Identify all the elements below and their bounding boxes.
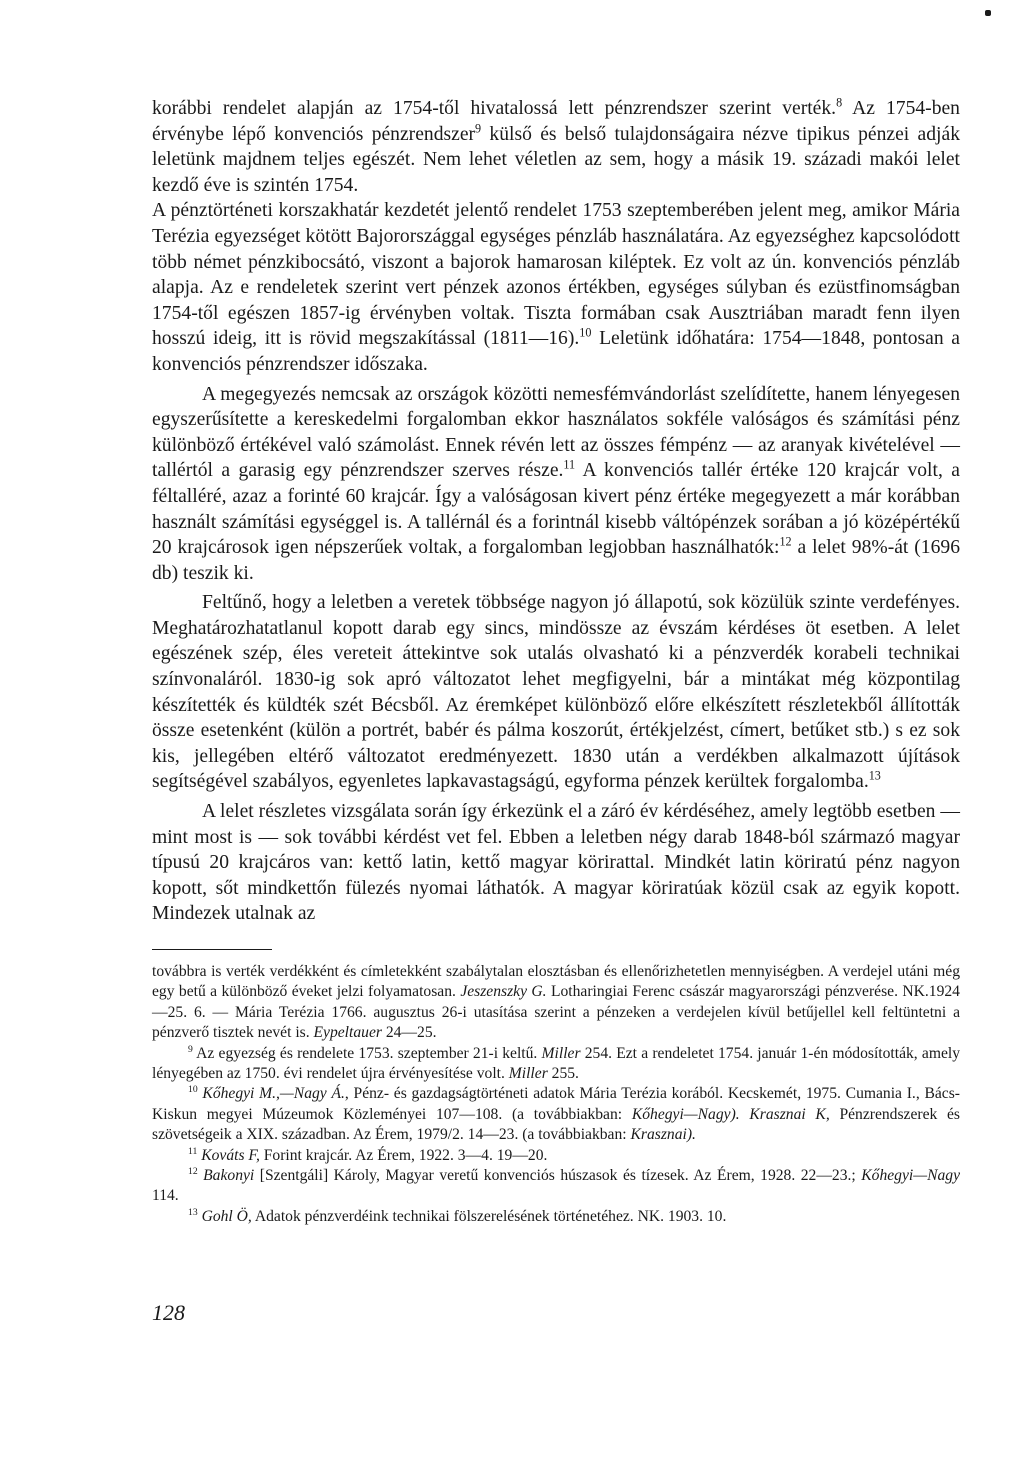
- footnote-ref-11: 11: [563, 457, 576, 472]
- footnote-ref-10: 10: [579, 325, 592, 340]
- footnotes: [152, 962, 960, 1227]
- paragraph-2: A pénztörténeti korszakhatár kezdetét jelentő rendelet 1753 szeptemberében jelent meg, amikor Mária Terézia egyezséget kötött Bajorországgal egységes pénzláb használatára. Az egyezséghez kapcsolódott több német pénzkibocsátó, viszont a bajorok hamarosan kiléptek. Ez volt az ún. konvenciós pénzláb alapja. Az e rendeletek szerint vert pénzek azonos értékben, egységes súlyban és ezüstfinomságban 1754-től egészen 1857-ig érvényben voltak. Tiszta formában csak Ausztriában maradt fenn ilyen hosszú ideig, itt is rövid megszakítással (1811—16).$^{10}$ Leletünk időhatára: 1754—1848, pontosan a konvenciós pénzrendszer időszaka.: [152, 200, 960, 375]
- paragraph-4: Feltűnő, hogy a leletben a veretek többsége nagyon jó állapotú, sok közülük szinte verdefényes. Meghatározhatatlanul kopott darab egy sincs, mindössze az évszám kérdéses öt esetben. A lelet egészének szép, éles vereteit áttekintve sok utalás olvasható ki a pénzverdék korabeli technikai színvonaláról. 1830-ig sok apró változatot lehet megfigyelni, bár a mintákat még központilag készítették és küldték szét Bécsből. Az éremképet különböző előre elkészített részletekből állították össze esetenként (külön a portrét, babér és pálma koszorút, értékjelzést, címert, betűket stb.) s ez sok kis, jellegében eltérő változatot eredményezett. 1830 után a verdékben alkalmazott újítások segítségével szabályos, egyenletes lapkavastagságú, egyforma pénzek kerültek forgalomba.$^{13}$: [152, 592, 960, 793]
- footnote-8-continued: továbbra is verték verdékként és címletekként szabálytalan elosztásban és ellenőrizhetetlen mennyiségben. A verdejel utáni még egy betű a különböző éveket jelzi folyamatosan. Jeszenszky G. Lotharingiai Ferenc császár magyarországi pénzverése. NK.1924—25. 6. — Mária Terézia 1766. augusztus 26-i utasítása szerint a pénzeken a verdejelen kívül betűjellel kell feltüntetni a pénzverő tisztek nevét is. Eypeltauer 24—25.: [152, 963, 960, 1042]
- footnote-ref-12: 12: [779, 534, 792, 549]
- page-content: [152, 96, 960, 1227]
- footnote-divider: [152, 949, 272, 950]
- footnote-13: $^{13}$ Gohl Ö, Adatok pénzverdéink technikai fölszerelésének történetéhez. NK. 1903. 10.: [188, 1206, 727, 1225]
- footnote-10: $^{10}$ Kőhegyi M.,—Nagy Á., Pénz- és gazdagságtörténeti adatok Mária Terézia korából. Kecskemét, 1975. Cumania I., Bács-Kiskun megyei Múzeumok Közleményei 107—108. (a továbbiakban: Kőhegyi—Nagy). Krasznai K, Pénzrendszerek és szövetségeik a XIX. században. Az Érem, 1979/2. 14—23. (a továbbiakban: Krasznai).: [152, 1084, 960, 1144]
- paragraph-5: A lelet részletes vizsgálata során így érkezünk el a záró év kérdéséhez, amely legtöbb esetben — mint most is — sok további kérdést vet fel. Ebben a leletben négy darab 1848-ból származó magyar típusú 20 krajcáros van: kettő latin, kettő magyar körirattal. Mindkét latin köriratú pénz nagyon kopott, sőt mindkettőn fülezés nyomai láthatók. A magyar köriratúak közül csak az egyik kopott. Mindezek utalnak az: [152, 801, 960, 925]
- footnote-12: $^{12}$ Bakonyi [Szentgáli] Károly, Magyar veretű konvenciós húszasok és tízesek. Az Érem, 1928. 22—23.; Kőhegyi—Nagy 114.: [152, 1165, 960, 1205]
- footnote-9: $^9$ Az egyezség és rendelete 1753. szeptember 21-i keltű. Miller 254. Ezt a rendeletet 1754. január 1-én módosították, amely lényegében az 1750. évi rendelet újra érvényesítése volt. Miller 255.: [152, 1043, 961, 1083]
- footnote-ref-13: 13: [868, 768, 881, 783]
- body-text: [152, 96, 960, 927]
- paragraph-3: A megegyezés nemcsak az országok közötti nemesfémvándorlást szelídítette, hanem lényegesen egyszerűsítette a kereskedelmi forgalomban ekkor használatos sokféle valóságos és számítási pénz különböző értékével való számolást. Ennek révén lett az összes fémpénz — az aranyak kivételével — tallértól a garasig egy pénzrendszer szerves része.$^{11}$ A konvenciós tallér értéke 120 krajcár volt, a féltalléré, azaz a forinté 60 krajcár. Így a valóságosan kivert pénz értéke megegyezett a már korábban használt számítási egységgel is. A tallérnál és a forintnál kisebb váltópénzek sorában a jó középértékű 20 krajcárosok igen népszerűek voltak, a forgalomban legjobban használhatók:$^{12}$ a lelet 98%-át (1696 db) teszik ki.: [152, 383, 960, 584]
- page-number: 128: [152, 1300, 185, 1325]
- paragraph-1: korábbi rendelet alapján az 1754-től hivatalossá lett pénzrendszer szerint verték.$^8$ Az 1754-ben érvénybe lépő konvenciós pénzrendszer$^9$ külső és belső tulajdonságaira nézve tipikus pénzei adják leletünk majdnem teljes egészét. Nem lehet véletlen az sem, hogy a másik 19. századi makói lelet kezdő éve is szintén 1754.: [152, 95, 960, 196]
- footnote-ref-9: 9: [475, 121, 482, 136]
- corner-mark: [985, 10, 991, 16]
- footnote-11: $^{11}$ Kováts F, Forint krajcár. Az Érem, 1922. 3—4. 19—20.: [188, 1145, 548, 1164]
- footnote-ref-8: 8: [836, 95, 843, 110]
